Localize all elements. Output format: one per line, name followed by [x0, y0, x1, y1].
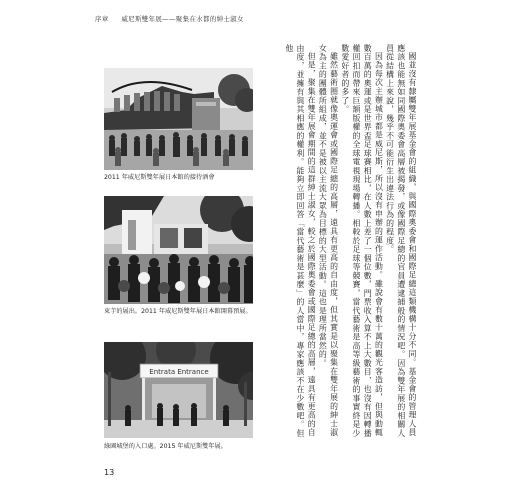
- caption-reception: 2011 年威尼斯雙年展日本館的接待酒會: [104, 174, 215, 181]
- running-header: [95, 14, 244, 23]
- body-paragraph: 但是，聚集在雙年展會期間的這群紳士淑女，較之於國際奧委會或國際足總的高層，遠具有更高的自由度，並擁有與其相應的權利。能夠立即回答「當代藝術是甚麼」的人當中，專家應該不在少數吧。但他: [284, 44, 317, 438]
- photo-opening: [104, 196, 253, 304]
- body-paragraph: 因為每次主辦城市都是威尼斯，所以沒有申辦的運作活動。雖說會有數十萬的觀光客造訪，但與動輒數百萬的奧運或是世界盃足球賽相比，在人數上差了一個位數，門票收入算不上大數目，也沒有因轉播權回扣而帶來巨額版權的全球電視現場轉播。相較於足球等競賽，當代藝術是高等級藝術的事實終是少數愛好者的多了。: [340, 44, 384, 438]
- chapter-title: 威尼斯雙年展: [121, 15, 163, 23]
- caption-opening: 束芋的展出。2011 年威尼斯雙年展日本館開幕預展。: [104, 308, 252, 315]
- entrance-sign-text: Entrata Entrance: [149, 368, 209, 376]
- body-text: [262, 44, 418, 440]
- chapter-label: 序章: [95, 15, 109, 23]
- title-dash: ——: [162, 15, 176, 23]
- photo-entrance: [104, 342, 253, 438]
- photo-reception: [104, 68, 253, 170]
- caption-entrance: 綠園城堡的入口處。2015 年威尼斯雙年展。: [104, 443, 227, 450]
- chapter-subtitle: 聚集在水都的紳士淑女: [175, 15, 244, 23]
- body-paragraph: 國並沒有隸屬雙年展基金會的組織，與國際奧委會和國際足總這類機構十分不同。基金會的管理人員應該也能無如同國際奧委會高層被揭發，或像國際足總的官員遭逮捕般的情況吧。因為雙年展的相關人員從結構上來說，幾乎不可能衍生出違法行為的程度。: [385, 44, 417, 438]
- page-number: 13: [104, 468, 115, 477]
- body-paragraph: 雖然藝術圈就像奧運會或國際足總的高層，遠具有更高的自由度，但其實是以聚集在雙年展的紳士淑女為主的團體所組成，並不是被以主流大眾為目標的大型活動。這也是理所當然的。: [318, 44, 339, 437]
